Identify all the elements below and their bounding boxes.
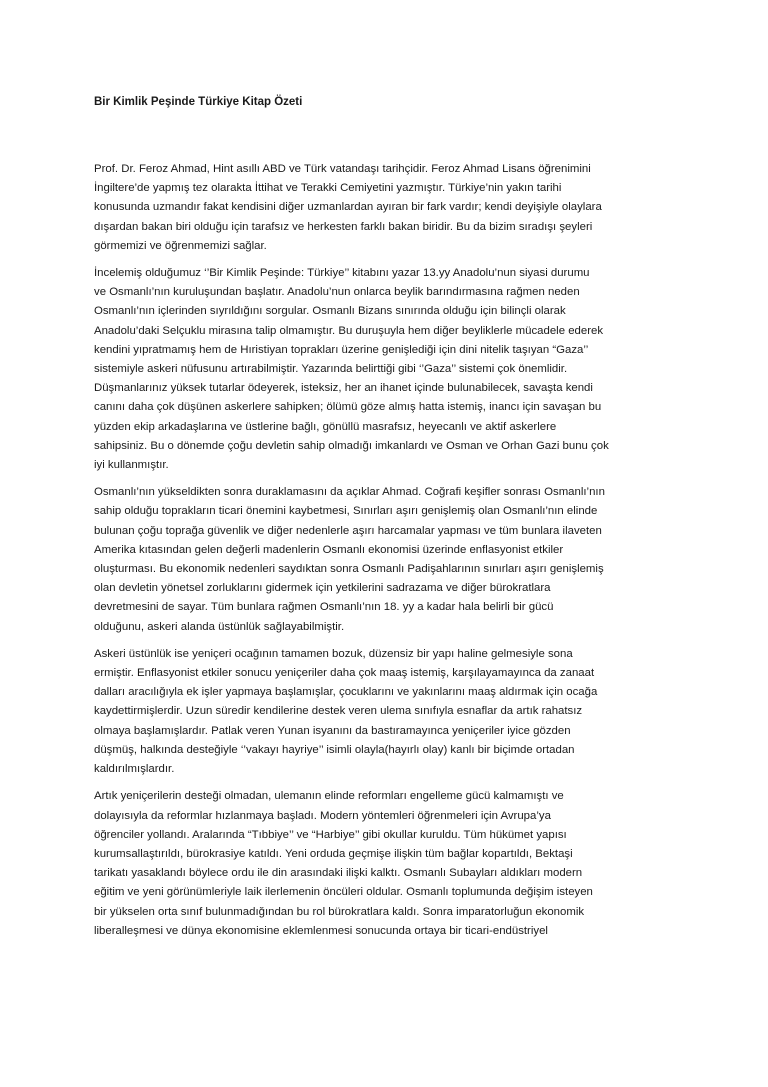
paragraph-5: Artık yeniçerilerin desteği olmadan, ulemanın elinde reformları engelleme gücü kalmamıştı ve dolayısıyla da reformlar hızlanmaya başladı. Modern yöntemleri öğrenmeleri için Avrupa’ya öğrenciler yollandı. Aralarında “Tıbbiye’’ ve “Harbiye’’ gibi okullar kuruldu. Tüm hükümet yapısı kurumsallaştırıldı, bürokrasiye katıldı. Yeni orduda geçmişe ilişkin tüm bağlar kopartıldı, Bektaşi tarikatı yasaklandı böylece ordu ile din arasındaki ilişki kalktı. Osmanlı Subayları aldıkları modern eğitim ve yeni görünümleriyle laik ilerlemenin öncüleri oldular. Osmanlı toplumunda değişim isteyen bir yükselen orta sınıf bulunmadığından bu rol bürokratlara kaldı. Sonra imparatorluğun ekonomik liberalleşmesi ve dünya ekonomisine eklemlenmesi sonucunda ortaya bir ticari-endüstriyel (94, 790, 593, 937)
paragraph-4: Askeri üstünlük ise yeniçeri ocağının tamamen bozuk, düzensiz bir yapı haline gelmesiyle sona ermiştir. Enflasyonist etkiler sonucu yeniçeriler daha çok maaş istemiş, karşılayamayınca da zanaat dalları aracılığıyla ek işler yapmaya başlamışlar, çocuklarını ve yakınlarını maaş aldırmak için ocağa kaydettirmişlerdir. Uzun süredir kendilerine destek veren ulema sınıfıyla esnaflar da artık rahatsız olmaya başlamışlardır. Patlak veren Yunan isyanını da bastıramayınca yeniçeriler iyice gözden düşmüş, halkında desteğiyle ‘’vakayı hayriye’’ isimli olayla(hayırlı olay) kanlı bir biçimde ortadan kaldırılmışlardır. (94, 647, 598, 776)
paragraph-1: Prof. Dr. Feroz Ahmad, Hint asıllı ABD ve Türk vatandaşı tarihçidir. Feroz Ahmad Lisans öğrenimini İngiltere’de yapmış tez olarakta İttihat ve Terakki Cemiyetini yazmıştır. Türkiye’nin yakın tarihi konusunda uzmandır fakat kendisini diğer uzmanlardan ayıran bir fark vardır; kendi deyişiyle olaylara dışardan bakan biri olduğu için tarafsız ve herkesten farklı bakan biridir. Bu da bizim sıradışı şeyleri görmemizi ve öğrenmemizi sağlar. (94, 163, 602, 252)
paragraph-2: İncelemiş olduğumuz ‘’Bir Kimlik Peşinde: Türkiye’’ kitabını yazar 13.yy Anadolu’nun siyasi durumu ve Osmanlı’nın kuruluşundan başlatır. Anadolu’nun onlarca beylik barındırmasına rağmen neden Osmanlı’nın içlerinden sıyrıldığını sorgular. Osmanlı Bizans sınırında olduğu için bilinçli olarak Anadolu’daki Selçuklu mirasına talip olmamıştır. Bu duruşuyla hem diğer beyliklerle mücadele ederek kendini yıpratmamış hem de Hıristiyan toprakları üzerine genişlediği için dini nitelik taşıyan “Gaza’’ sistemiyle askeri nüfusunu artırabilmiştir. Yazarında belirttiği gibi ‘’Gaza’’ sistemi çok önemlidir. Düşmanlarınız yüksek tutarlar ödeyerek, isteksiz, her an ihanet içinde bulunabilecek, savaşta kendi canını daha çok düşünen askerlere sahipken; ölümü göze almış hatta istemiş, inancı için savaşan bu yüzden ekip arkadaşlarına ve üstlerine bağlı, gönüllü masrafsız, heyecanlı ve aktif askerlere sahipsiniz. Bu o dönemde çoğu devletin sahip olmadığı imkanlardı ve Osman ve Orhan Gazi bunu çok iyi kullanmıştır. (94, 267, 609, 472)
document-title: Bir Kimlik Peşinde Türkiye Kitap Özeti (94, 96, 303, 108)
document-body (94, 160, 680, 949)
paragraph-3: Osmanlı’nın yükseldikten sonra duraklamasını da açıklar Ahmad. Coğrafi keşifler sonrası Osmanlı’nın sahip olduğu toprakların ticari önemini kaybetmesi, Sınırları aşırı genişlemiş olan Osmanlı’nın elinde bulunan çoğu toprağa güvenlik ve diğer nedenlerle aşırı harcamalar yapması ve tüm bunlara ilaveten Amerika kıtasından gelen değerli madenlerin Osmanlı ekonomisi üzerinde enflasyonist etkiler oluşturması. Bu ekonomik nedenleri saydıktan sonra Osmanlı Padişahlarının sınırları aşırı genişlemiş olan devletin yönetsel zorluklarını gidermek için yetkilerini sadrazama ve diğer bürokratlara devretmesini de sayar. Tüm bunlara rağmen Osmanlı’nın 18. yy a kadar hala belirli bir gücü olduğunu, askeri alanda üstünlük sağlayabilmiştir. (94, 486, 605, 633)
